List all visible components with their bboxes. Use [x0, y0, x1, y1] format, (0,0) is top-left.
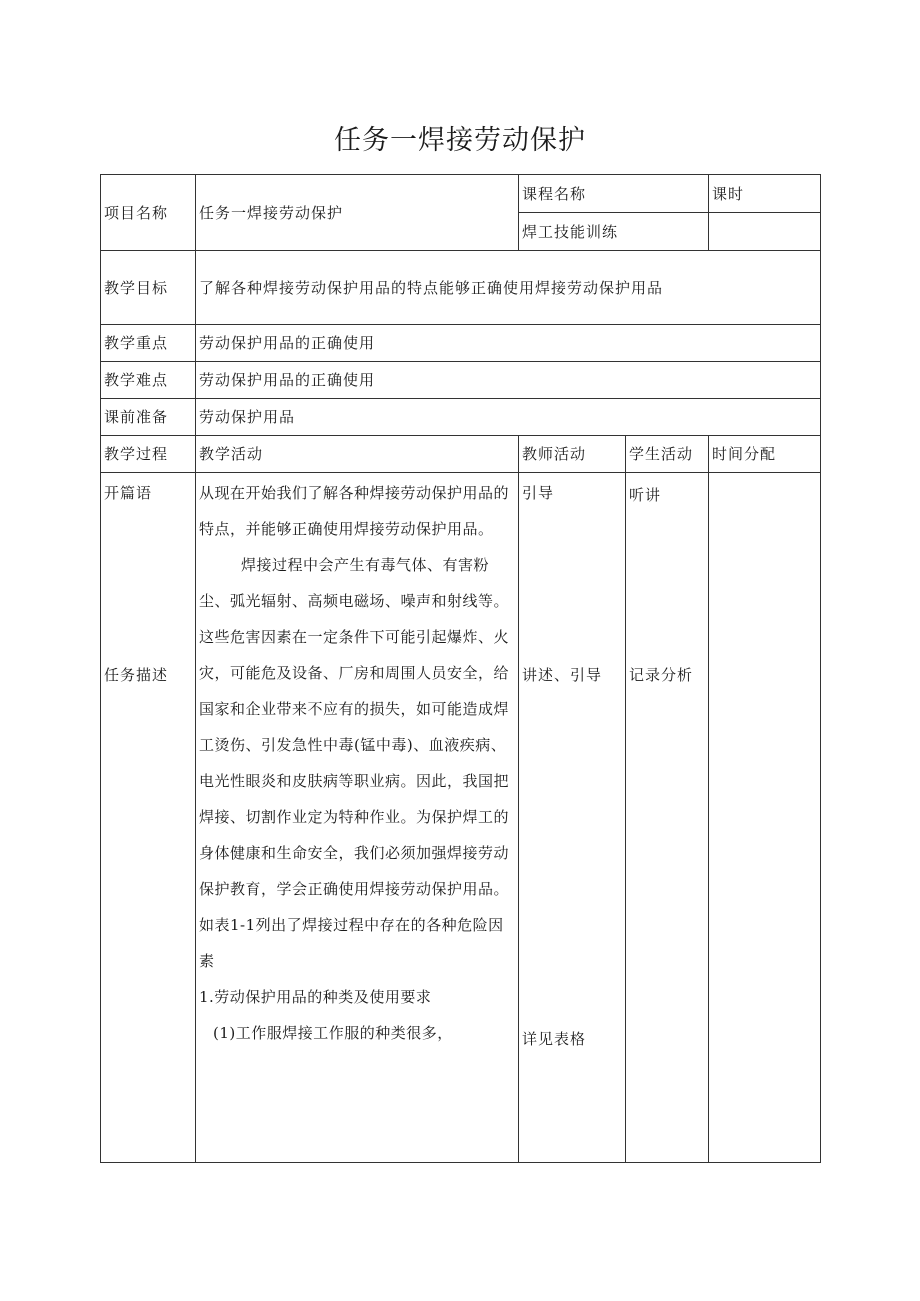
header-process: 教学过程	[101, 436, 196, 473]
objective-label: 教学目标	[101, 251, 196, 325]
objective-value: 了解各种焊接劳动保护用品的特点能够正确使用焊接劳动保护用品	[196, 251, 821, 325]
header-student: 学生活动	[626, 436, 709, 473]
teacher-activity-3: 详见表格	[522, 1030, 587, 1048]
table-row	[101, 399, 821, 436]
time-cell	[709, 473, 821, 1163]
stage-task: 任务描述	[104, 666, 169, 684]
hours-label: 课时	[709, 175, 821, 213]
table-header-row	[101, 436, 821, 473]
student-activity-2: 记录分析	[629, 666, 694, 684]
focus-label: 教学重点	[101, 325, 196, 362]
prep-value: 劳动保护用品	[196, 399, 821, 436]
teacher-cell	[519, 473, 626, 1163]
hours-value	[709, 213, 821, 251]
header-teacher: 教师活动	[519, 436, 626, 473]
task-paragraph: 焊接过程中会产生有毒气体、有害粉尘、弧光辐射、高频电磁场、噪声和射线等。这些危害因素在一定条件下可能引起爆炸、火灾，可能危及设备、厂房和周围人员安全，给国家和企业带来不应有的损失，如可能造成焊工烫伤、引发急性中毒(锰中毒)、血液疾病、电光性眼炎和皮肤病等职业病。因此，我国把焊接、切割作业定为特种作业。为保护焊工的身体健康和生命安全，我们必须加强焊接劳动保护教育，学会正确使用焊接劳动保护用品。如表1-1列出了焊接过程中存在的各种危险因素	[199, 556, 510, 970]
stage-cell	[101, 473, 196, 1163]
course-value: 焊工技能训练	[519, 213, 709, 251]
table-row	[101, 175, 821, 213]
difficulty-label: 教学难点	[101, 362, 196, 399]
difficulty-value: 劳动保护用品的正确使用	[196, 362, 821, 399]
activity-cell	[196, 473, 519, 1163]
page-title: 任务一焊接劳动保护	[334, 125, 586, 156]
prep-label: 课前准备	[101, 399, 196, 436]
header-time: 时间分配	[709, 436, 821, 473]
student-activity-1: 听讲	[629, 486, 662, 504]
project-label: 项目名称	[101, 175, 196, 251]
table-row	[101, 251, 821, 325]
stage-opening: 开篇语	[104, 484, 153, 502]
table-row	[101, 362, 821, 399]
opening-paragraph: 从现在开始我们了解各种焊接劳动保护用品的特点，并能够正确使用焊接劳动保护用品。	[199, 484, 510, 538]
subsection-text: (1)工作服焊接工作服的种类很多，	[213, 1024, 453, 1042]
header-activity: 教学活动	[196, 436, 519, 473]
lesson-plan-table	[100, 174, 821, 1163]
course-label: 课程名称	[519, 175, 709, 213]
teacher-activity-1: 引导	[522, 484, 555, 502]
project-value: 任务一焊接劳动保护	[196, 175, 519, 251]
table-row	[101, 473, 821, 1163]
focus-value: 劳动保护用品的正确使用	[196, 325, 821, 362]
table-row	[101, 325, 821, 362]
teacher-activity-2: 讲述、引导	[522, 666, 603, 684]
section-heading: 1.劳动保护用品的种类及使用要求	[199, 988, 432, 1006]
student-cell	[626, 473, 709, 1163]
